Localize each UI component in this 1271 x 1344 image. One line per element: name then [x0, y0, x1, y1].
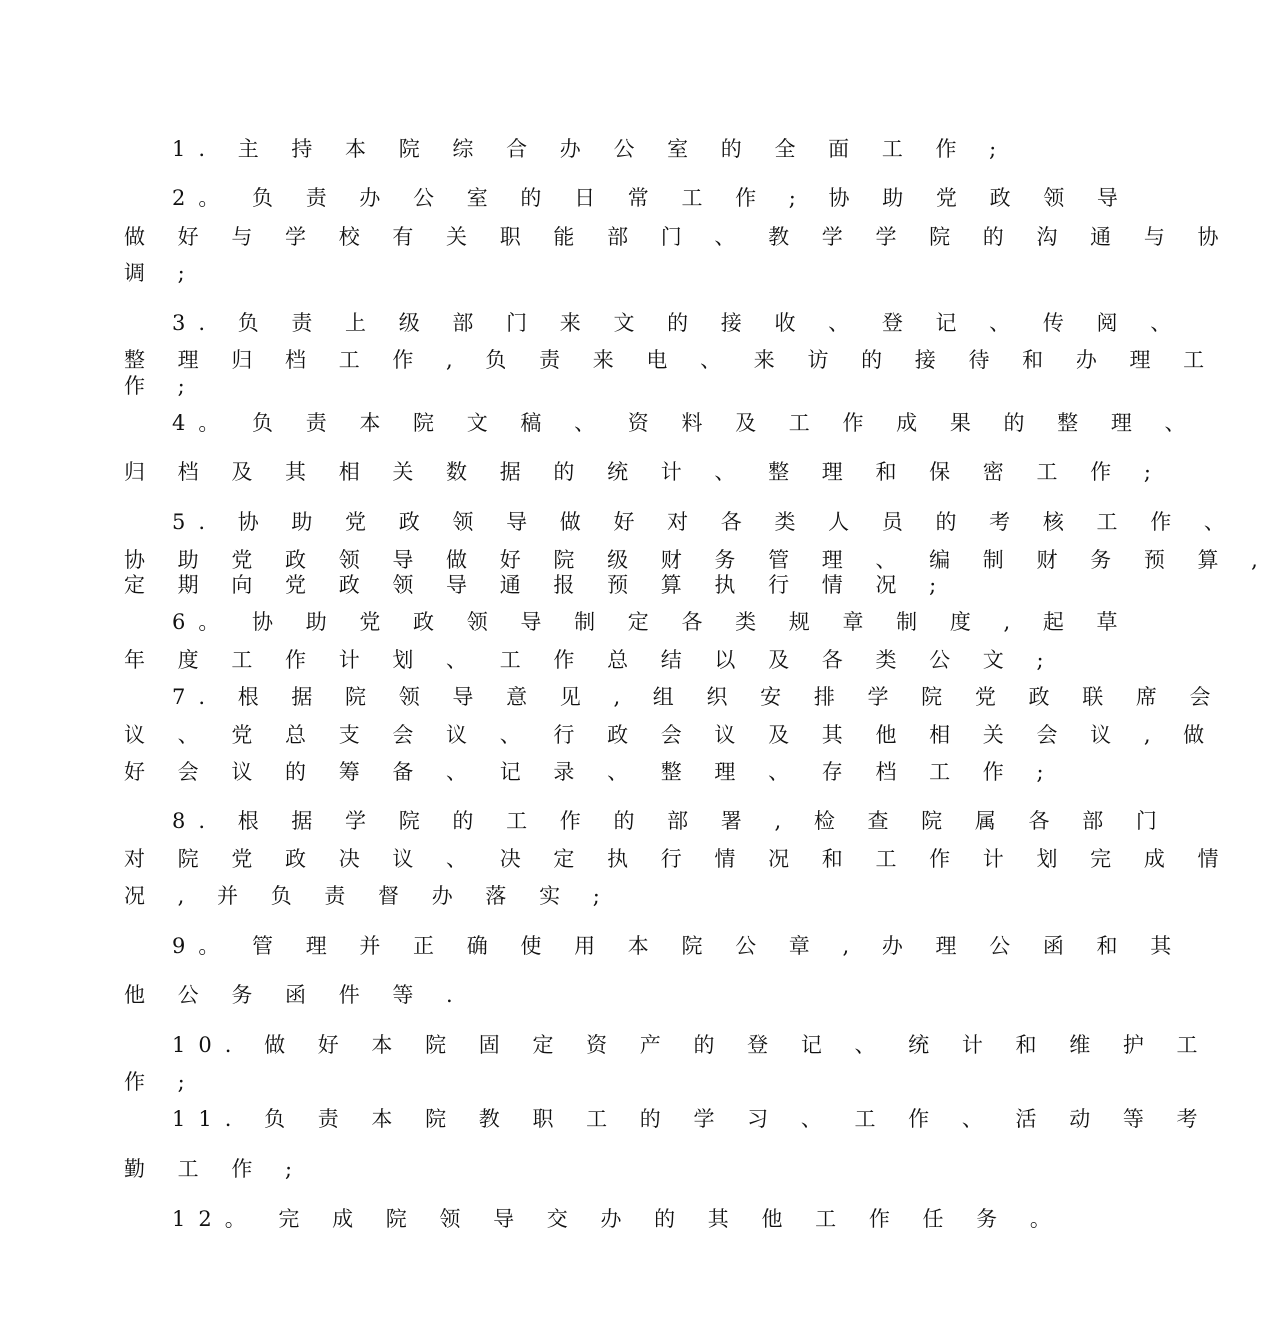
duty-item-6-line-1: 6。 协 助 党 政 领 导 制 定 各 类 规 章 制 度 , 起 草 — [172, 610, 1131, 634]
duty-item-8-line-3: 况 , 并 负 责 督 办 落 实 ; — [124, 884, 613, 908]
duty-item-7-line-3: 好 会 议 的 筹 备 、 记 录 、 整 理 、 存 档 工 作 ; — [124, 760, 1057, 784]
duty-item-3-line-3: 作 ; — [124, 374, 198, 398]
duty-item-7-line-2: 议 、 党 总 支 会 议 、 行 政 会 议 及 其 他 相 关 会 议 , 做 — [124, 723, 1218, 747]
duty-item-9-line-2: 他 公 务 函 件 等 . — [124, 983, 466, 1007]
duty-item-8-line-2: 对 院 党 政 决 议 、 决 定 执 行 情 况 和 工 作 计 划 完 成 情 — [124, 847, 1232, 871]
duty-item-2-line-2: 做 好 与 学 校 有 关 职 能 部 门 、 教 学 学 院 的 沟 通 与 协 — [124, 225, 1232, 249]
duty-item-10-line-2: 作 ; — [124, 1070, 198, 1094]
duty-item-3-line-1: 3. 负 责 上 级 部 门 来 文 的 接 收 、 登 记 、 传 阅 、 — [172, 311, 1185, 335]
duty-item-8-line-1: 8. 根 据 学 院 的 工 作 的 部 署 , 检 查 院 属 各 部 门 — [172, 809, 1170, 833]
duty-item-1-line-1: 1. 主 持 本 院 综 合 办 公 室 的 全 面 工 作 ; — [172, 137, 1010, 161]
duty-item-11-line-2: 勤 工 作 ; — [124, 1157, 306, 1181]
duty-item-6-line-2: 年 度 工 作 计 划 、 工 作 总 结 以 及 各 类 公 文 ; — [124, 648, 1057, 672]
duty-item-5-line-1: 5. 协 助 党 政 领 导 做 好 对 各 类 人 员 的 考 核 工 作 、 — [172, 510, 1238, 534]
duty-item-4-line-2: 归 档 及 其 相 关 数 据 的 统 计 、 整 理 和 保 密 工 作 ; — [124, 460, 1164, 484]
duty-item-11-line-1: 11. 负 责 本 院 教 职 工 的 学 习 、 工 作 、 活 动 等 考 — [172, 1107, 1211, 1131]
duty-item-5-line-2: 协 助 党 政 领 导 做 好 院 级 财 务 管 理 、 编 制 财 务 预 算 , — [124, 548, 1271, 572]
duty-item-3-line-2: 整 理 归 档 工 作 , 负 责 来 电 、 来 访 的 接 待 和 办 理 工 — [124, 348, 1218, 372]
duty-item-7-line-1: 7. 根 据 院 领 导 意 见 , 组 织 安 排 学 院 党 政 联 席 会 — [172, 685, 1224, 709]
duty-item-2-line-3: 调 ; — [124, 261, 198, 285]
duty-item-9-line-1: 9。 管 理 并 正 确 使 用 本 院 公 章 , 办 理 公 函 和 其 — [172, 934, 1185, 958]
duty-item-10-line-1: 10. 做 好 本 院 固 定 资 产 的 登 记 、 统 计 和 维 护 工 — [172, 1033, 1211, 1057]
duty-item-5-line-3: 定 期 向 党 政 领 导 通 报 预 算 执 行 情 况 ; — [124, 573, 950, 597]
duty-item-2-line-1: 2。 负 责 办 公 室 的 日 常 工 作 ; 协 助 党 政 领 导 — [172, 186, 1131, 210]
duty-item-12-line-1: 12。 完 成 院 领 导 交 办 的 其 他 工 作 任 务 。 — [172, 1207, 1064, 1231]
duty-item-4-line-1: 4。 负 责 本 院 文 稿 、 资 料 及 工 作 成 果 的 整 理 、 — [172, 411, 1199, 435]
